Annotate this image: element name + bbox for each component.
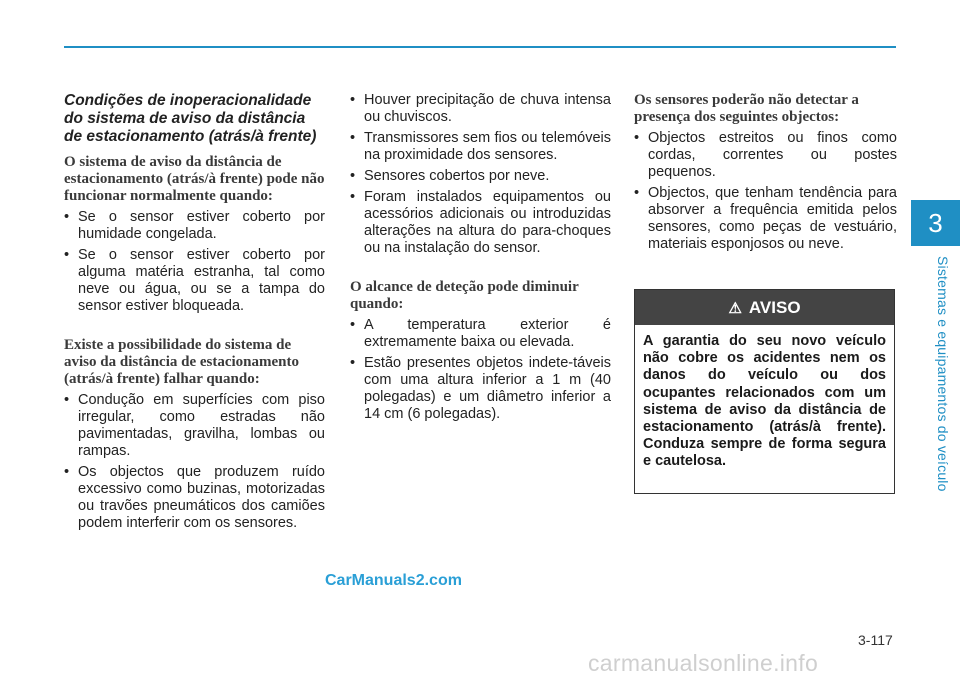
bullet-list — [634, 130, 897, 253]
subheading: O alcance de deteção pode diminuir quando: — [350, 279, 579, 312]
subheading: Os sensores poderão não detectar a presença dos seguintes objectos: — [634, 92, 859, 125]
list-item: • A temperatura exterior é extremamente baixa ou elevada. — [350, 317, 611, 351]
list-item: • Condução em superfícies com piso irregular, como estradas não pavimentadas, gravilha, lombas ou rampas. — [64, 392, 325, 460]
list-item: • Houver precipitação de chuva intensa ou chuviscos. — [350, 92, 611, 126]
list-item: • Se o sensor estiver coberto por alguma matéria estranha, tal como neve ou água, ou se a tampa do sensor estiver bloqueada. — [64, 247, 325, 315]
chapter-title: Sistemas e equipamentos do veículo — [935, 256, 951, 492]
list-item: • Os objectos que produzem ruído excessivo como buzinas, motorizadas ou travões pneumáticos dos camiões podem interferir com os sensores. — [64, 464, 325, 532]
column-1 — [64, 92, 325, 544]
chapter-tab: 3 — [911, 200, 960, 246]
list-item: • Se o sensor estiver coberto por humidade congelada. — [64, 209, 325, 243]
warning-box — [634, 289, 895, 494]
subheading: O sistema de aviso da distância de estacionamento (atrás/à frente) pode não funcionar normalmente quando: — [64, 154, 325, 204]
warning-label: AVISO — [748, 297, 801, 317]
bullet-list — [350, 317, 611, 423]
bullet-list — [64, 209, 325, 315]
warning-text: A garantia do seu novo veículo não cobre os acidentes nem os danos do veículo ou dos ocupantes relacionados com um sistema de aviso da distância de estacionamento (atrás/à frente). Conduza sempre de forma segura e cautelosa. — [643, 333, 886, 470]
column-2 — [350, 92, 611, 435]
warning-icon: ⚠ — [728, 299, 742, 317]
list-item: • Estão presentes objetos indete-táveis com uma altura inferior a 1 m (40 polegadas) e um diâmetro inferior a 14 cm (6 polegadas). — [350, 355, 611, 423]
list-item: • Sensores cobertos por neve. — [350, 168, 611, 185]
column-3 — [634, 92, 897, 265]
subheading: Existe a possibilidade do sistema de aviso da distância de estacionamento (atrás/à frente) falhar quando: — [64, 337, 300, 387]
bullet-list — [350, 92, 611, 257]
watermark: CarManuals2.com — [325, 572, 462, 589]
bullet-list — [64, 392, 325, 532]
warning-header — [635, 290, 894, 325]
list-item: • Objectos, que tenham tendência para absorver a frequência emitida pelos sensores, como peças de vestuário, materiais esponjosos ou neve. — [634, 185, 897, 253]
list-item: • Objectos estreitos ou finos como cordas, correntes ou postes pequenos. — [634, 130, 897, 181]
list-item: • Transmissores sem fios ou telemóveis na proximidade dos sensores. — [350, 130, 611, 164]
top-rule — [64, 46, 896, 48]
page-number: 3-117 — [858, 632, 893, 648]
list-item: • Foram instalados equipamentos ou acessórios adicionais ou introduzidas alterações na altura do para-choques ou na instalação do sensor. — [350, 189, 611, 257]
footer-watermark: carmanualsonline.info — [588, 650, 819, 676]
section-title: Condições de inoperacionalidade do sistema de aviso da distância de estacionamento (atrás/à frente) — [64, 92, 317, 145]
